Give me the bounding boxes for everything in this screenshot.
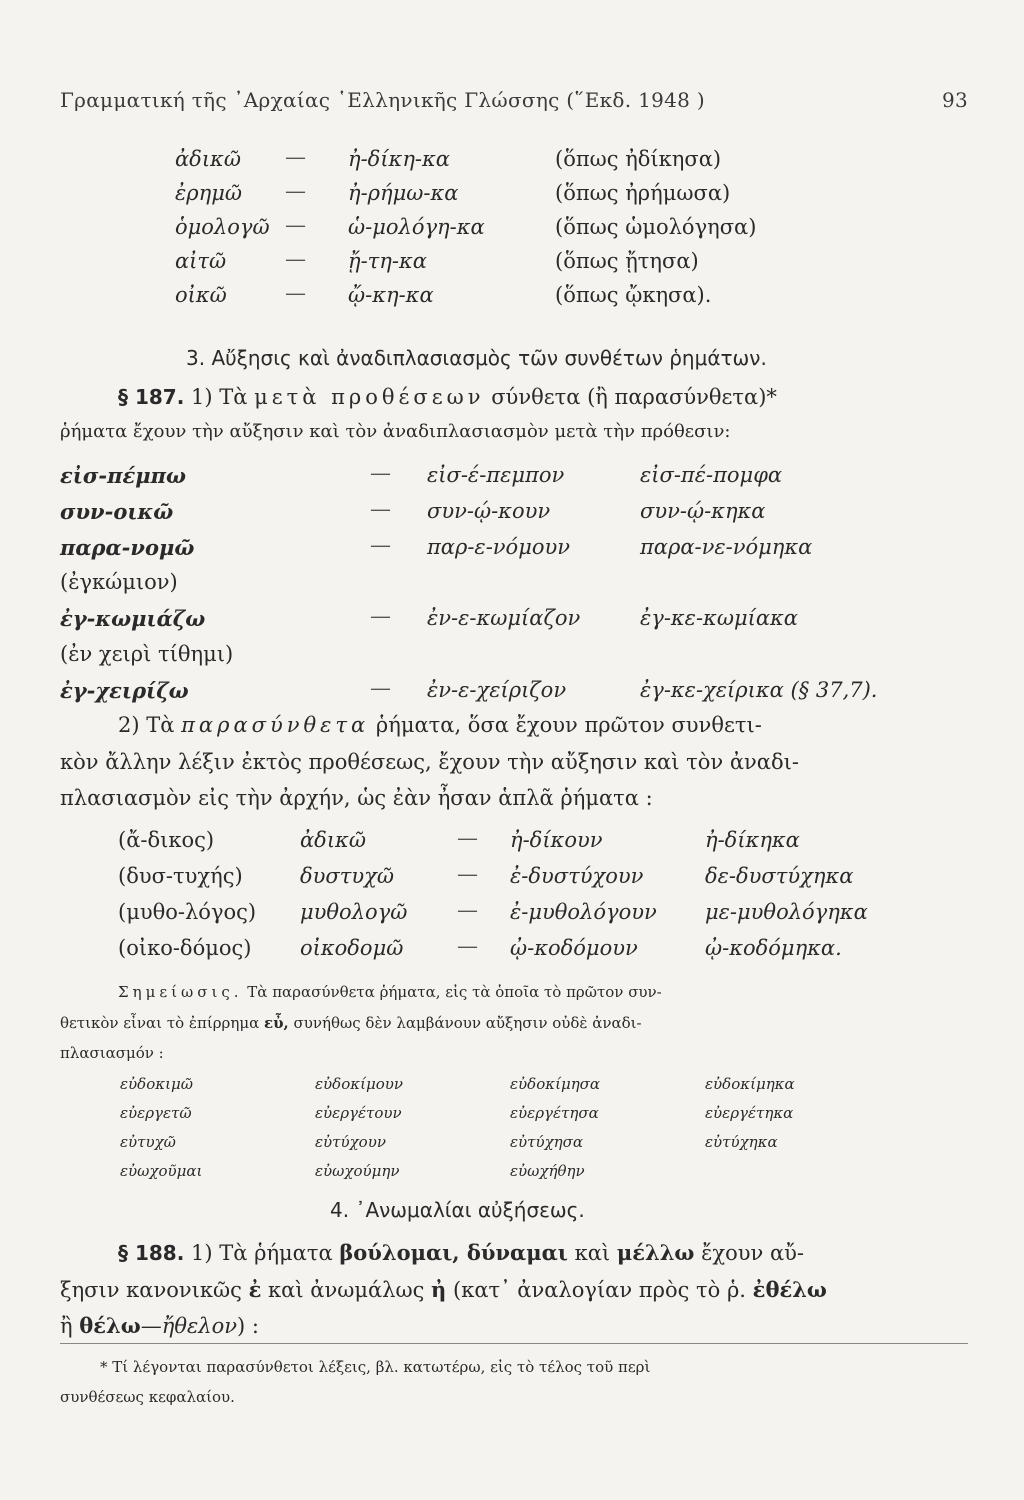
text: σύνθετα (ἢ παρασύνθετα)*: [491, 385, 777, 409]
table-dash: —: [457, 898, 478, 922]
bold-word: βούλομαι, δύναμαι: [339, 1240, 568, 1265]
paragraph-2-line1: [118, 713, 762, 737]
table-cell: ἐγ-χειρίζω: [60, 678, 189, 703]
table-cell: εὐδοκίμουν: [315, 1075, 403, 1093]
table-cell: ᾠ-κοδόμουν: [510, 936, 638, 960]
table-dash: —: [370, 533, 391, 557]
section-number: § 188.: [118, 1241, 185, 1265]
table-cell: εὐτυχῶ: [120, 1133, 176, 1151]
bold-word: μέλλω: [616, 1240, 695, 1265]
table-cell: (ὅπως ἠρήμωσα): [555, 181, 731, 205]
table-cell: (ὅπως ἠδίκησα): [555, 147, 722, 171]
table-cell: ἐν-ε-κωμίαζον: [427, 606, 581, 630]
table-dash: —: [285, 145, 306, 169]
footnote-line2: συνθέσεως κεφαλαίου.: [60, 1388, 235, 1406]
table-cell: εὐεργετῶ: [120, 1104, 192, 1122]
table-cell: ἐγ-κε-χείρικα (§ 37,7).: [640, 678, 878, 702]
text: 1) Τὰ ῥήματα: [191, 1241, 333, 1265]
table-cell: εὐδοκιμῶ: [120, 1075, 193, 1093]
table-cell: παρ-ε-νόμουν: [427, 535, 571, 559]
table-cell: εὐτύχουν: [315, 1133, 386, 1151]
bold-word: εὖ,: [264, 1014, 289, 1032]
text: ῥήματα, ὅσα ἔχουν πρῶτον συνθετι-: [375, 713, 762, 737]
table-dash: —: [370, 676, 391, 700]
table-cell: εὐεργέτουν: [315, 1104, 402, 1122]
paragraph-2-line3: πλασιασμὸν εἰς τὴν ἀρχήν, ὡς ἐὰν ἦσαν ἁπλᾶ ῥήματα :: [60, 786, 653, 810]
running-header: [60, 88, 968, 112]
table-cell: (ὅπως ᾔτησα): [555, 249, 699, 273]
spaced-text: παρασύνθετα: [181, 713, 370, 737]
table-cell: ἀδικῶ: [300, 828, 366, 852]
text: ) :: [237, 1314, 259, 1338]
bold-word: ἠ: [431, 1277, 447, 1302]
table-cell: εὐτύχησα: [510, 1133, 584, 1151]
table-dash: —: [370, 461, 391, 485]
etymology-note: (ἐν χειρὶ τίθημι): [60, 642, 234, 666]
header-title: Γραμματική τῆς ᾽Αρχαίας ῾Ελληνικῆς Γλώσσης (῞Εκδ. 1948 ): [60, 88, 705, 112]
table-cell: παρα-νομῶ: [60, 535, 195, 560]
table-cell: εἰσ-έ-πεμπον: [427, 463, 565, 487]
spaced-text: μετὰ προθέσεων: [254, 385, 485, 409]
table-cell: (δυσ-τυχής): [118, 864, 243, 888]
paragraph-2-line2: κὸν ἄλλην λέξιν ἐκτὸς προθέσεως, ἔχουν τὴν αὔξησιν καὶ τὸν ἀναδι-: [60, 750, 799, 774]
italic-word: ἤθελον: [161, 1314, 237, 1338]
table-dash: —: [285, 281, 306, 305]
table-cell: εὐεργέτηκα: [705, 1104, 794, 1122]
table-cell: αἰτῶ: [175, 249, 227, 273]
table-cell: ὁμολογῶ: [175, 215, 270, 239]
footnote-line1: * Τί λέγονται παρασύνθετοι λέξεις, βλ. κατωτέρω, εἰς τὸ τέλος τοῦ περὶ: [100, 1358, 651, 1376]
paragraph-187-line1: [118, 385, 777, 409]
table-dash: —: [285, 247, 306, 271]
etymology-note: (ἐγκώμιον): [60, 570, 178, 594]
table-cell: ἀδικῶ: [175, 147, 241, 171]
table-cell: εἰσ-πέ-πομφα: [640, 463, 783, 487]
table-cell: (ἄ-δικος): [118, 828, 215, 852]
table-cell: παρα-νε-νόμηκα: [640, 535, 813, 559]
section-heading: 4. ᾿Ανωμαλίαι αὐξήσεως.: [330, 1198, 585, 1222]
table-cell: (μυθο-λόγος): [118, 900, 257, 924]
table-cell: εἰσ-πέμπω: [60, 463, 186, 488]
text: ξησιν κανονικῶς: [60, 1278, 242, 1302]
table-cell: ἐγ-κε-κωμίακα: [640, 606, 798, 630]
table-cell: ᾤ-κη-κα: [348, 283, 434, 307]
table-dash: —: [370, 497, 391, 521]
text: ἢ: [60, 1314, 73, 1338]
table-cell: δυστυχῶ: [300, 864, 394, 888]
table-cell: με-μυθολόγηκα: [705, 900, 868, 924]
table-dash: —: [285, 179, 306, 203]
table-cell: συν-ῴ-κηκα: [640, 499, 766, 523]
table-cell: ἠ-δίκηκα: [705, 828, 800, 852]
paragraph-188-line3: [60, 1313, 259, 1338]
table-cell: εὐεργέτησα: [510, 1104, 599, 1122]
dash: —: [140, 1314, 162, 1338]
text: 2) Τὰ: [118, 713, 175, 737]
text: καὶ: [574, 1241, 611, 1265]
table-cell: ἠ-ρήμω-κα: [348, 181, 459, 205]
table-dash: —: [457, 862, 478, 886]
table-cell: οἰκῶ: [175, 283, 227, 307]
table-cell: (ὅπως ᾤκησα).: [555, 283, 712, 307]
table-cell: (οἰκο-δόμος): [118, 936, 252, 960]
table-cell: ἐρημῶ: [175, 181, 242, 205]
table-cell: ἐν-ε-χείριζον: [427, 678, 567, 702]
table-cell: εὐτύχηκα: [705, 1133, 778, 1151]
paragraph-188-line2: [60, 1277, 827, 1302]
page-number: 93: [941, 88, 968, 112]
table-dash: —: [285, 213, 306, 237]
text: ἔχουν αὔ-: [701, 1241, 805, 1265]
text: (κατ᾿ ἀναλογίαν πρὸς τὸ ῥ.: [453, 1278, 746, 1302]
text: συνήθως δὲν λαμβάνουν αὔξησιν οὐδὲ ἀναδι-: [293, 1014, 642, 1032]
bold-word: ἐ: [248, 1277, 262, 1302]
paragraph-188-line1: [118, 1240, 804, 1265]
table-cell: ἐ-μυθολόγουν: [510, 900, 657, 924]
table-dash: —: [457, 934, 478, 958]
text: Τὰ παρασύνθετα ῥήματα, εἰς τὰ ὁποῖα τὸ πρῶτον συν-: [247, 983, 662, 1001]
text: 1) Τὰ: [191, 385, 248, 409]
table-cell: οἰκοδομῶ: [300, 936, 404, 960]
table-cell: εὐωχοῦμαι: [120, 1162, 203, 1180]
table-cell: μυθολογῶ: [300, 900, 408, 924]
note-label: Σημείωσις.: [118, 983, 243, 1001]
bold-word: ἐθέλω: [752, 1277, 827, 1302]
table-cell: εὐωχήθην: [510, 1162, 585, 1180]
footnote-rule: [60, 1343, 968, 1344]
table-cell: εὐδοκίμηκα: [705, 1075, 795, 1093]
note-line2: [60, 1014, 642, 1032]
note-line1: [118, 983, 662, 1001]
table-dash: —: [370, 604, 391, 628]
table-cell: (ὅπως ὡμολόγησα): [555, 215, 757, 239]
table-cell: ἐ-δυστύχουν: [510, 864, 644, 888]
table-cell: συν-οικῶ: [60, 499, 174, 524]
table-cell: ᾠ-κοδόμηκα.: [705, 936, 842, 960]
paragraph-187-line2: ῥήματα ἔχουν τὴν αὔξησιν καὶ τὸν ἀναδιπλασιασμὸν μετὰ τὴν πρόθεσιν:: [60, 421, 731, 442]
text: καὶ ἀνωμάλως: [268, 1278, 425, 1302]
bold-word: θέλω: [79, 1313, 141, 1338]
table-cell: συν-ῴ-κουν: [427, 499, 551, 523]
table-cell: εὐωχούμην: [315, 1162, 400, 1180]
section-heading: 3. Αὔξησις καὶ ἀναδιπλασιασμὸς τῶν συνθέτων ῥημάτων.: [186, 346, 767, 370]
text: θετικὸν εἶναι τὸ ἐπίρρημα: [60, 1014, 260, 1032]
note-line3: πλασιασμόν :: [60, 1044, 164, 1062]
table-cell: ἠ-δίκουν: [510, 828, 603, 852]
section-number: § 187.: [118, 385, 185, 409]
table-cell: ἐγ-κωμιάζω: [60, 606, 206, 631]
table-cell: ᾔ-τη-κα: [348, 249, 427, 273]
table-cell: ὡ-μολόγη-κα: [348, 215, 485, 239]
table-dash: —: [457, 826, 478, 850]
table-cell: εὐδοκίμησα: [510, 1075, 601, 1093]
table-cell: δε-δυστύχηκα: [705, 864, 854, 888]
table-cell: ἠ-δίκη-κα: [348, 147, 450, 171]
